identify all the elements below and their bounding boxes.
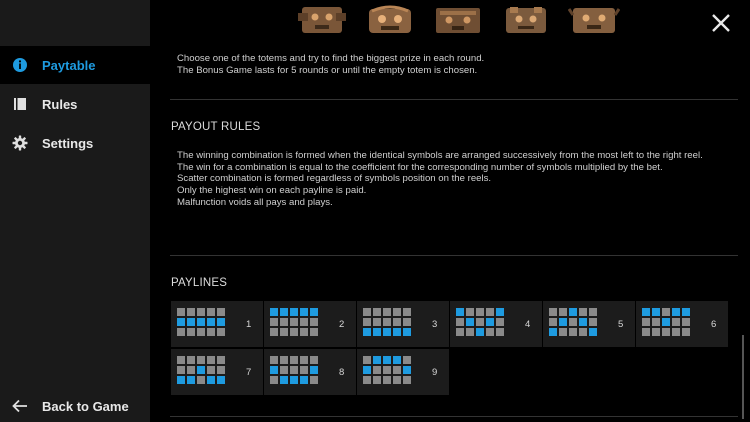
payline-square (197, 308, 205, 316)
payline-square (579, 318, 587, 326)
payline-square (310, 356, 318, 364)
sidebar-item-rules[interactable] (0, 85, 150, 123)
sidebar-item-label: Settings (42, 135, 94, 151)
payline-square (310, 328, 318, 336)
payline-square (290, 376, 298, 384)
payline-square (270, 328, 278, 336)
payline-square (652, 308, 660, 316)
payline-number: 3 (432, 319, 438, 330)
payline-square (270, 308, 278, 316)
payline-square (300, 356, 308, 364)
payline-pattern (549, 308, 597, 336)
rule-line: The win for a combination is equal to the coefficient for the corresponding number of symbols multiplied by the bet. (177, 161, 663, 173)
payline-square (682, 308, 690, 316)
totem-icon-1 (296, 5, 348, 35)
payline-square (290, 308, 298, 316)
payline-square (393, 366, 401, 374)
payline-4 (450, 301, 542, 347)
totem-icon-3 (432, 5, 484, 35)
payline-number: 4 (525, 319, 531, 330)
payline-7 (171, 349, 263, 395)
totem-icon-4 (500, 5, 552, 35)
payline-square (642, 328, 650, 336)
payline-square (403, 366, 411, 374)
back-to-game-button[interactable] (0, 393, 150, 419)
payline-square (466, 308, 474, 316)
payline-pattern (270, 308, 318, 336)
rule-line: Only the highest win on each payline is paid. (177, 185, 367, 197)
payline-square (280, 356, 288, 364)
payline-square (393, 376, 401, 384)
totem-row (296, 5, 620, 35)
payline-square (466, 328, 474, 336)
payline-square (373, 366, 381, 374)
payline-square (300, 308, 308, 316)
payline-square (290, 318, 298, 326)
payline-square (393, 308, 401, 316)
payline-square (363, 318, 371, 326)
payline-pattern (363, 308, 411, 336)
payline-square (383, 328, 391, 336)
payline-square (270, 376, 278, 384)
paylines-grid (171, 301, 750, 397)
sidebar-item-label: Rules (42, 96, 78, 112)
payline-square (476, 308, 484, 316)
payline-square (579, 308, 587, 316)
payline-pattern (270, 356, 318, 384)
divider (170, 416, 738, 417)
payline-square (187, 328, 195, 336)
payline-square (290, 356, 298, 364)
bonus-description (177, 53, 732, 76)
bonus-line: The Bonus Game lasts for 5 rounds or until the empty totem is chosen. (177, 64, 478, 76)
divider (170, 99, 738, 100)
payline-number: 9 (432, 367, 438, 378)
payline-square (403, 356, 411, 364)
book-icon (12, 96, 28, 112)
payout-rules-title: PAYOUT RULES (171, 121, 261, 133)
payline-square (197, 318, 205, 326)
payline-square (197, 376, 205, 384)
totem-icon-2 (364, 5, 416, 35)
payline-square (300, 366, 308, 374)
payline-square (373, 328, 381, 336)
payline-square (672, 328, 680, 336)
payline-square (672, 318, 680, 326)
payline-square (310, 366, 318, 374)
payline-square (280, 318, 288, 326)
payline-square (363, 308, 371, 316)
payline-square (682, 328, 690, 336)
payline-square (280, 376, 288, 384)
payline-square (207, 376, 215, 384)
payline-number: 7 (246, 367, 252, 378)
payline-square (290, 328, 298, 336)
sidebar-item-label: Paytable (42, 57, 96, 73)
rule-line: Scatter combination is formed regardless of symbols position on the reels. (177, 173, 492, 185)
payline-9 (357, 349, 449, 395)
payline-pattern (177, 308, 225, 336)
payline-square (217, 328, 225, 336)
payline-pattern (363, 356, 411, 384)
payline-square (177, 366, 185, 374)
scrollbar-thumb[interactable] (742, 335, 744, 419)
payline-square (177, 328, 185, 336)
payline-square (217, 366, 225, 374)
sidebar (0, 0, 150, 422)
payline-square (363, 328, 371, 336)
payline-square (207, 356, 215, 364)
payline-square (290, 366, 298, 374)
payline-square (476, 318, 484, 326)
payline-square (486, 318, 494, 326)
payline-square (549, 308, 557, 316)
payline-square (569, 308, 577, 316)
payline-square (662, 308, 670, 316)
payline-square (363, 356, 371, 364)
payout-rules-text (177, 150, 732, 209)
payline-square (486, 328, 494, 336)
payline-square (589, 328, 597, 336)
rule-line: The winning combination is formed when the identical symbols are arranged successively from the most left to the right reel. (177, 150, 703, 161)
rule-line: Malfunction voids all pays and plays. (177, 196, 333, 208)
payline-square (177, 356, 185, 364)
payline-square (363, 376, 371, 384)
payline-square (197, 356, 205, 364)
payline-square (177, 318, 185, 326)
payline-row (171, 301, 750, 347)
payline-square (383, 376, 391, 384)
payline-square (486, 308, 494, 316)
payline-square (579, 328, 587, 336)
payline-square (642, 318, 650, 326)
payline-square (383, 308, 391, 316)
payline-square (373, 356, 381, 364)
payline-square (383, 318, 391, 326)
payline-square (496, 318, 504, 326)
payline-pattern (456, 308, 504, 336)
payline-8 (264, 349, 356, 395)
payline-number: 1 (246, 319, 252, 330)
payline-square (403, 318, 411, 326)
payline-square (682, 318, 690, 326)
payline-square (403, 328, 411, 336)
payline-square (569, 318, 577, 326)
payline-square (456, 328, 464, 336)
payline-square (589, 318, 597, 326)
payline-2 (264, 301, 356, 347)
sidebar-item-paytable[interactable] (0, 46, 150, 84)
payline-number: 8 (339, 367, 345, 378)
payline-square (559, 328, 567, 336)
payline-square (280, 366, 288, 374)
payline-square (300, 328, 308, 336)
payline-square (393, 318, 401, 326)
totem-icon-5 (568, 5, 620, 35)
payline-square (403, 376, 411, 384)
payline-square (373, 376, 381, 384)
payline-square (456, 318, 464, 326)
payline-square (569, 328, 577, 336)
bonus-line: Choose one of the totems and try to find the biggest prize in each round. (177, 53, 485, 64)
payline-square (187, 318, 195, 326)
payline-square (383, 356, 391, 364)
payline-square (393, 356, 401, 364)
payline-square (217, 318, 225, 326)
payline-square (187, 308, 195, 316)
payline-square (549, 328, 557, 336)
payline-pattern (177, 356, 225, 384)
payline-square (270, 356, 278, 364)
payline-number: 6 (711, 319, 717, 330)
payline-square (403, 308, 411, 316)
payline-square (310, 318, 318, 326)
payline-square (300, 318, 308, 326)
payline-square (383, 366, 391, 374)
payline-square (197, 328, 205, 336)
divider (170, 255, 738, 256)
payline-square (466, 318, 474, 326)
payline-square (549, 318, 557, 326)
payline-square (662, 328, 670, 336)
payline-square (559, 308, 567, 316)
payline-square (187, 356, 195, 364)
payline-square (589, 308, 597, 316)
payline-square (496, 328, 504, 336)
payline-square (280, 328, 288, 336)
payline-5 (543, 301, 635, 347)
payline-square (373, 318, 381, 326)
payline-square (197, 366, 205, 374)
payline-square (207, 328, 215, 336)
payline-square (187, 376, 195, 384)
payline-1 (171, 301, 263, 347)
close-button[interactable] (710, 12, 732, 34)
payline-square (280, 308, 288, 316)
payline-square (642, 308, 650, 316)
arrow-left-icon (12, 398, 28, 414)
payline-square (373, 308, 381, 316)
payline-square (217, 356, 225, 364)
payline-number: 2 (339, 319, 345, 330)
payline-square (207, 308, 215, 316)
payline-row (171, 349, 750, 395)
payline-number: 5 (618, 319, 624, 330)
payline-square (310, 308, 318, 316)
paylines-title: PAYLINES (171, 277, 228, 289)
payline-square (652, 318, 660, 326)
info-icon (12, 57, 28, 73)
payline-square (310, 376, 318, 384)
payline-square (177, 376, 185, 384)
back-to-game-label: Back to Game (42, 398, 129, 414)
payline-square (270, 366, 278, 374)
close-icon (710, 12, 732, 34)
payline-square (217, 376, 225, 384)
payline-square (496, 308, 504, 316)
payline-square (207, 366, 215, 374)
payline-square (652, 328, 660, 336)
payline-square (476, 328, 484, 336)
payline-square (672, 308, 680, 316)
payline-square (662, 318, 670, 326)
payline-square (456, 308, 464, 316)
payline-6 (636, 301, 728, 347)
payline-square (300, 376, 308, 384)
payline-3 (357, 301, 449, 347)
payline-square (270, 318, 278, 326)
payline-square (177, 308, 185, 316)
payline-square (217, 308, 225, 316)
gear-icon (12, 135, 28, 151)
payline-pattern (642, 308, 690, 336)
payline-square (207, 318, 215, 326)
payline-square (559, 318, 567, 326)
sidebar-item-settings[interactable] (0, 124, 150, 162)
payline-square (187, 366, 195, 374)
payline-square (363, 366, 371, 374)
paytable-content (150, 0, 750, 422)
payline-square (393, 328, 401, 336)
